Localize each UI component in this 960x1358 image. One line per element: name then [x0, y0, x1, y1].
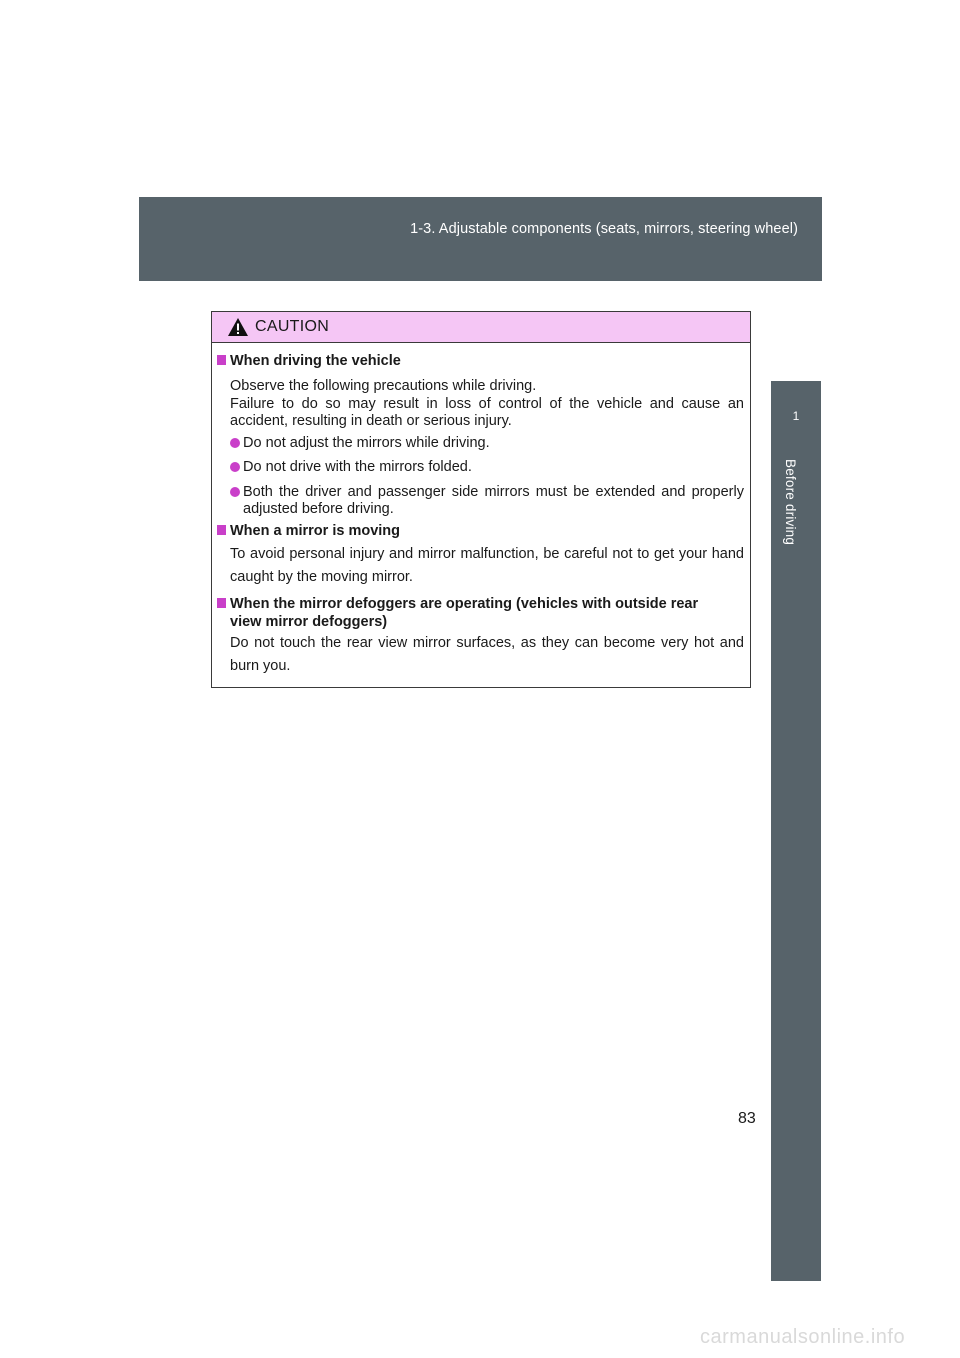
section-heading-defoggers: When the mirror defoggers are operating (vehicles with outside rear — [217, 596, 698, 612]
section-text: Do not touch the rear view mirror surfaces, as they can become very hot and burn you. — [230, 635, 744, 674]
caution-header — [212, 312, 750, 343]
warning-triangle-icon — [227, 317, 249, 337]
round-bullet-icon — [230, 462, 240, 472]
square-bullet-icon — [217, 355, 226, 365]
section-heading-driving: When driving the vehicle — [217, 353, 401, 369]
section-intro-line: Observe the following precautions while driving. — [230, 378, 537, 394]
side-tab-label-text: Before driving — [783, 459, 798, 546]
section-text: To avoid personal injury and mirror malfunction, be careful not to get your hand caught by the moving mirror. — [230, 546, 744, 585]
section-heading-mirror-moving: When a mirror is moving — [217, 523, 400, 539]
list-item: Both the driver and passenger side mirrors must be extended and properly adjusted before driving. — [230, 484, 744, 518]
side-tab-chapter-number[interactable]: 1 — [771, 381, 821, 451]
list-item: Do not adjust the mirrors while driving. — [230, 435, 744, 452]
section-intro-warning: Failure to do so may result in loss of control of the vehicle and cause an accident, resulting in death or serious injury. — [230, 396, 744, 429]
caution-label: CAUTION — [255, 318, 330, 335]
chapter-header-band — [139, 197, 822, 281]
square-bullet-icon — [217, 525, 226, 535]
watermark: carmanualsonline.info — [700, 1326, 906, 1348]
chapter-title: 1-3. Adjustable components (seats, mirrors, steering wheel) — [410, 221, 798, 237]
round-bullet-icon — [230, 487, 240, 497]
round-bullet-icon — [230, 438, 240, 448]
side-tab-chapter-label — [771, 451, 821, 1281]
list-item: Do not drive with the mirrors folded. — [230, 459, 744, 476]
square-bullet-icon — [217, 598, 226, 608]
page-number: 83 — [738, 1110, 756, 1127]
section-heading-defoggers-cont: view mirror defoggers) — [230, 614, 388, 630]
caution-box — [211, 311, 751, 688]
